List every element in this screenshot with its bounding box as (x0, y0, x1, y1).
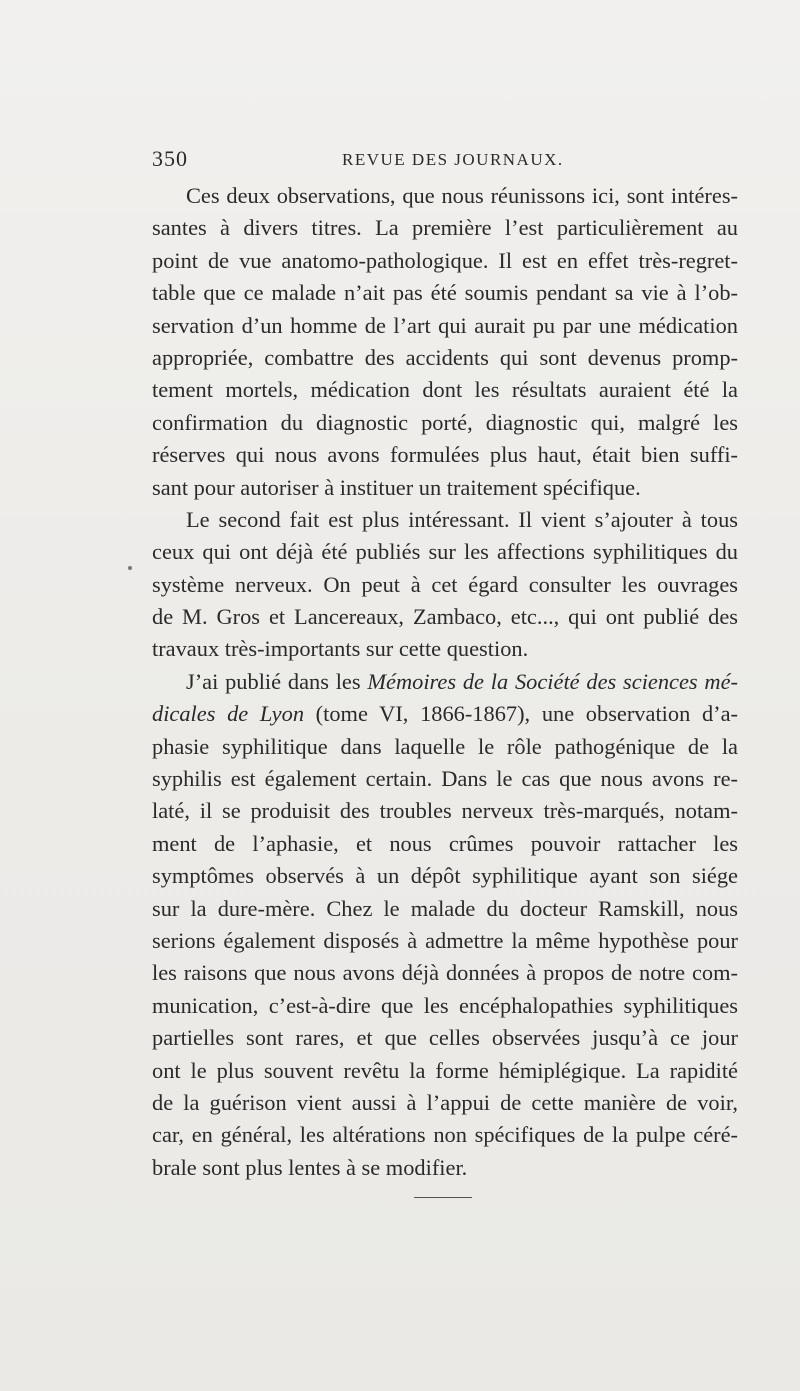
citation-title: Mémoires de la Société des sciences mé- (367, 668, 738, 694)
citation-title: dicales de Lyon (152, 701, 305, 727)
text-line: partielles sont rares, et que celles observées jusqu’à ce jour (152, 1025, 738, 1051)
text-line: point de vue anatomo-pathologique. Il est en effet très-regret- (152, 247, 738, 273)
text-line (152, 666, 738, 698)
text-line: santes à divers titres. La première l’est particulièrement au (152, 215, 738, 241)
text-line (152, 698, 738, 730)
page-number: 350 (152, 146, 188, 171)
text-line: munication, c’est-à-dire que les encéphalopathies syphilitiques (152, 992, 738, 1018)
text-line: appropriée, combattre des accidents qui sont devenus promp- (152, 344, 738, 370)
text-line: ment de l’aphasie, et nous crûmes pouvoir rattacher les (152, 830, 738, 856)
text-run: J’ai publié dans les (186, 668, 368, 694)
text-line: laté, il se produisit des troubles nerveux très-marqués, notam- (152, 798, 738, 824)
text-line: car, en général, les altérations non spécifiques de la pulpe céré- (152, 1122, 738, 1148)
paragraph-1 (152, 180, 738, 504)
text-line: les raisons que nous avons déjà données à propos de notre com- (152, 960, 738, 986)
text-line: servation d’un homme de l’art qui aurait pu par une médication (152, 312, 738, 338)
text-line: symptômes observés à un dépôt syphilitique ayant son siége (152, 863, 738, 889)
text-line: confirmation du diagnostic porté, diagnostic qui, malgré les (152, 409, 738, 435)
text-line: travaux très-importants sur cette question. (152, 636, 529, 662)
page-header (152, 146, 738, 176)
text-line: système nerveux. On peut à cet égard consulter les ouvrages (152, 571, 738, 597)
text-line: phasie syphilitique dans laquelle le rôle pathogénique de la (152, 733, 738, 759)
text-line: de la guérison vient aussi à l’appui de cette manière de voir, (152, 1089, 738, 1115)
text-line: Le second fait est plus intéressant. Il vient s’ajouter à tous (186, 506, 738, 532)
paragraph-2 (152, 504, 738, 666)
paragraph-3 (152, 666, 738, 1184)
print-speck (128, 566, 132, 570)
text-line: réserves qui nous avons formulées plus haut, était bien suffi- (152, 442, 738, 468)
article-body (152, 180, 738, 1184)
text-line: de M. Gros et Lancereaux, Zambaco, etc..., qui ont publié des (152, 604, 738, 630)
text-line: serions également disposés à admettre la même hypothèse pour (152, 927, 738, 953)
text-line: brale sont plus lentes à se modifier. (152, 1154, 468, 1180)
section-end-rule (414, 1197, 472, 1198)
text-line: sant pour autoriser à instituer un traitement spécifique. (152, 474, 641, 500)
text-line: sur la dure-mère. Chez le malade du docteur Ramskill, nous (152, 895, 738, 921)
text-run: (tome VI, 1866-1867), une observation d’a- (304, 701, 738, 727)
text-line: ont le plus souvent revêtu la forme hémiplégique. La rapidité (152, 1057, 738, 1083)
text-line: ceux qui ont déjà été publiés sur les affections syphilitiques du (152, 539, 738, 565)
text-line: table que ce malade n’ait pas été soumis pendant sa vie à l’ob- (152, 280, 738, 306)
text-line: Ces deux observations, que nous réunissons ici, sont intéres- (186, 183, 738, 208)
text-line: syphilis est également certain. Dans le cas que nous avons re- (152, 766, 738, 792)
text-line: tement mortels, médication dont les résultats auraient été la (152, 377, 738, 403)
running-title: REVUE DES JOURNAUX. (342, 150, 564, 169)
